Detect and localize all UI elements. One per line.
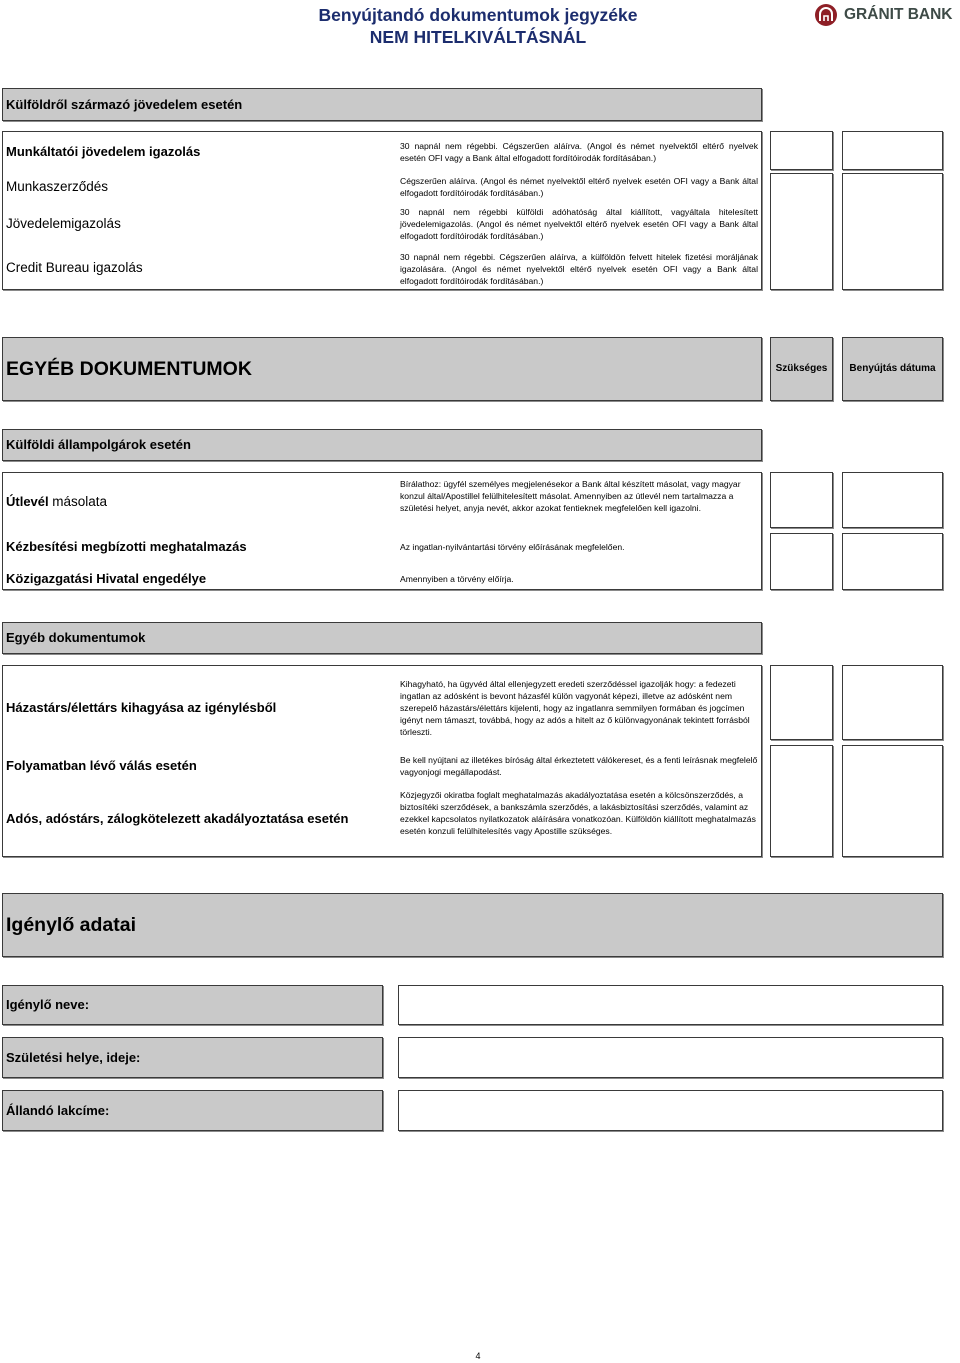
document-label: Munkaszerződés [6, 179, 109, 194]
document-description: Be kell nyújtani az illetékes bíróság által érkeztetett válókereset, és a fenti leírásnak megfelelő vagyonjogi megállapodást. [400, 755, 758, 777]
logo-text: GRÁNIT BANK [844, 6, 953, 23]
submission-date-field[interactable] [842, 472, 943, 528]
applicant-name-label [2, 985, 383, 1025]
required-column-header [770, 337, 833, 401]
permanent-address-label [2, 1090, 383, 1131]
required-checkbox[interactable] [770, 745, 833, 857]
required-checkbox[interactable] [770, 131, 833, 170]
document-description: Az ingatlan-nyilvántartási törvény előírásának megfelelően. [400, 542, 625, 552]
other-documents-heading [2, 337, 762, 401]
title-line-1: Benyújtandó dokumentumok jegyzéke [318, 5, 638, 25]
foreign-citizens-heading-text: Külföldi állampolgárok esetén [6, 437, 191, 452]
submission-date-field[interactable] [842, 131, 943, 170]
submission-date-field[interactable] [842, 745, 943, 857]
permanent-address-input[interactable] [398, 1090, 943, 1131]
other-documents-heading-text: EGYÉB DOKUMENTUMOK [6, 358, 252, 380]
submission-date-field[interactable] [842, 665, 943, 740]
document-description: 30 napnál nem régebbi. Cégszerűen aláírva, a külföldön felvett hitelek fizetési moráljának igazolására. (Angol és német nyelvektől eltérő nyelvek esetén OFI vagy a Bank által elfogadott fordítóirodák fordításában.) [400, 252, 758, 286]
document-description: 30 napnál nem régebbi külföldi adóhatóság által kiállított, vagyáltala hitelesített jövedelemigazolás. (Angol és német nyelvektől eltérő nyelvek esetén OFI vagy a Bank által elfogadott fordítóirodák fordításában.) [400, 207, 758, 241]
birth-place-date-label [2, 1037, 383, 1078]
document-label: Munkáltatói jövedelem igazolás [6, 144, 201, 159]
document-label: Kézbesítési megbízotti meghatalmazás [6, 539, 247, 554]
misc-documents-heading [2, 622, 762, 654]
foreign-citizens-heading [2, 429, 762, 461]
submission-date-column-header [842, 337, 943, 401]
required-checkbox[interactable] [770, 665, 833, 740]
applicant-heading-text: Igénylő adatai [6, 914, 137, 936]
foreign-income-heading [2, 88, 762, 121]
document-label: Házastárs/élettárs kihagyása az igénylésből [6, 700, 277, 715]
document-label: Credit Bureau igazolás [6, 260, 143, 275]
foreign-income-heading-text: Külföldről származó jövedelem esetén [6, 97, 243, 112]
document-description: Bírálathoz: ügyfél személyes megjelenésekor a Bank által készített másolat, vagy magyar konzul által/Apostillel felülhitelesített másolat. Amennyiben az útlevél nem tartalmazza a születési helyet, anyja nevét, akkor azokat fentieknek megfelelően kell igazolni. [400, 479, 741, 513]
field-label-text: Állandó lakcíme: [6, 1103, 110, 1118]
submission-date-field[interactable] [842, 173, 943, 290]
passport-label-bold: Útlevél [6, 494, 49, 509]
field-label-text: Születési helye, ideje: [6, 1050, 141, 1065]
required-checkbox[interactable] [770, 533, 833, 590]
required-column-label: Szükséges [775, 363, 828, 374]
document-description: Amennyiben a törvény előírja. [400, 574, 514, 584]
document-label [6, 494, 107, 510]
required-checkbox[interactable] [770, 472, 833, 528]
title-line-2: NEM HITELKIVÁLTÁSNÁL [369, 27, 587, 47]
document-description: Cégszerűen aláírva. (Angol és német nyelvektől eltérő nyelvek esetén OFI vagy a Bank által elfogadott fordítóirodák fordításában.) [400, 176, 758, 198]
document-label: Közigazgatási Hivatal engedélye [6, 571, 207, 586]
required-checkbox[interactable] [770, 173, 833, 290]
misc-documents-heading-text: Egyéb dokumentumok [6, 630, 146, 645]
birth-place-date-input[interactable] [398, 1037, 943, 1078]
document-description: 30 napnál nem régebbi. Cégszerűen aláírva. (Angol és német nyelvektől eltérő nyelvek esetén OFI vagy a Bank által elfogadott fordítóirodák fordításában.) [400, 141, 758, 163]
granit-bank-logo-icon [814, 3, 838, 27]
submission-date-field[interactable] [842, 533, 943, 590]
document-label: Adós, adóstárs, zálogkötelezett akadályoztatása esetén [6, 811, 349, 826]
page-number: 4 [475, 1351, 481, 1361]
document-title [0, 4, 956, 48]
document-description: Kihagyható, ha ügyvéd által ellenjegyzett eredeti szerződéssel igazolják hogy: a fedezeti ingatlan az adósként is bevont házasfél külön vagyonát képezi, illetve az adósként nem szerepelő házastárs/élettárs kijelenti, hogy az ingatlanra semmilyen formában és jogcímen igényt nem támaszt, továbbá, hogy az adós a hitelt az ő különvagyonának tekintett forrásból törleszti. [400, 679, 750, 737]
field-label-text: Igénylő neve: [6, 997, 90, 1012]
applicant-name-input[interactable] [398, 985, 943, 1025]
passport-label-regular: másolata [52, 494, 108, 509]
document-description: Közjegyzői okiratba foglalt meghatalmazás akadályoztatása esetén a kölcsönszerződés, a biztosítéki szerződések, a bankszámla szerződés, a lakásbiztosítási szerződés, valamint az ezekkel kapcsolatos nyilatkozatok aláírására vonatkozóan. Külföldön kiállított meghatalmazás esetén konzuli felülhitelesítés vagy Apostille szükséges. [400, 790, 756, 836]
granit-bank-logo [814, 3, 953, 27]
document-label: Folyamatban lévő válás esetén [6, 758, 197, 773]
document-label: Jövedelemigazolás [6, 216, 121, 231]
applicant-heading [2, 893, 943, 957]
submission-date-column-label: Benyújtás dátuma [849, 363, 936, 374]
